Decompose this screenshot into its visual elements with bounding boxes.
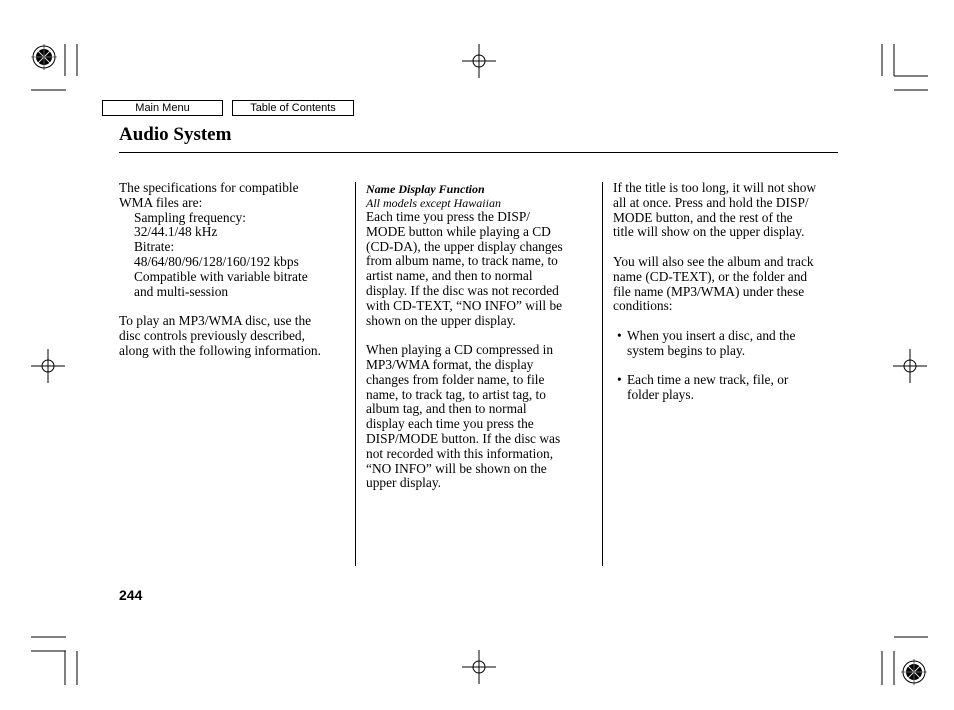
paragraph-line: display each time you press the	[366, 416, 534, 432]
spec-item: Sampling frequency:	[134, 209, 246, 225]
bullet-item	[613, 329, 845, 359]
paragraph-line: all at once. Press and hold the DISP/	[613, 194, 809, 210]
spec-item: 48/64/80/96/128/160/192 kbps	[134, 253, 299, 269]
paragraph-line: Each time you press the DISP/	[366, 209, 531, 224]
registration-target-top-left	[31, 44, 57, 70]
paragraph-line: with CD-TEXT, “NO INFO” will be	[366, 297, 563, 313]
play-info-line: To play an MP3/WMA disc, use the	[119, 313, 312, 329]
paragraph-line: name (CD-TEXT), or the folder and	[613, 268, 808, 284]
play-info-line: disc controls previously described,	[119, 327, 305, 343]
page-title: Audio System	[119, 124, 232, 145]
column-1	[119, 181, 351, 359]
paragraph-line: (CD-DA), the upper display changes	[366, 238, 563, 254]
spec-item: and multi-session	[134, 283, 229, 299]
paragraph-line: MP3/WMA format, the display	[366, 356, 534, 372]
section-heading: Name Display Function	[366, 182, 485, 196]
paragraph-line: title will show on the upper display.	[613, 224, 805, 240]
paragraph-line: MODE button while playing a CD	[366, 223, 551, 239]
spec-item: 32/44.1/48 kHz	[134, 224, 218, 240]
paragraph-line: file name (MP3/WMA) under these	[613, 283, 805, 299]
paragraph-line: DISP/MODE button. If the disc was	[366, 430, 561, 446]
paragraph-line: name, to track tag, to artist tag, to	[366, 386, 546, 402]
paragraph-line: If the title is too long, it will not show	[613, 180, 817, 195]
paragraph-line: MODE button, and the rest of the	[613, 209, 793, 225]
paragraph-line: artist name, and then to normal	[366, 268, 533, 284]
paragraph-line: not recorded with this information,	[366, 445, 554, 461]
bullet-dot-icon: •	[617, 327, 622, 343]
column-2	[366, 181, 598, 491]
table-of-contents-button[interactable]: Table of Contents	[232, 100, 354, 116]
play-info-line: along with the following information.	[119, 342, 321, 358]
paragraph-line: changes from folder name, to file	[366, 371, 545, 387]
paragraph-line: When playing a CD compressed in	[366, 342, 554, 358]
page-number: 244	[119, 587, 143, 603]
bullet-line: Each time a new track, file, or	[627, 372, 789, 388]
spec-item: Bitrate:	[134, 239, 175, 255]
paragraph-line: You will also see the album and track	[613, 253, 814, 269]
bullet-line: system begins to play.	[627, 342, 746, 358]
column-3	[613, 181, 845, 403]
paragraph-line: display. If the disc was not recorded	[366, 282, 559, 298]
paragraph-line: upper display.	[366, 475, 441, 491]
spec-intro-line: WMA files are:	[119, 194, 203, 210]
paragraph-line: from album name, to track name, to	[366, 253, 558, 269]
paragraph-line: “NO INFO” will be shown on the	[366, 460, 547, 476]
main-menu-button[interactable]: Main Menu	[102, 100, 223, 116]
bullet-dot-icon: •	[617, 372, 622, 388]
paragraph-line: album tag, and then to normal	[366, 401, 527, 417]
title-divider	[119, 152, 838, 153]
column-divider-1	[355, 182, 356, 566]
column-divider-2	[602, 182, 603, 566]
section-subheading: All models except Hawaiian	[366, 196, 501, 210]
paragraph-line: shown on the upper display.	[366, 312, 516, 328]
paragraph-line: conditions:	[613, 298, 673, 314]
bullet-line: folder plays.	[627, 387, 694, 403]
spec-item: Compatible with variable bitrate	[134, 268, 308, 284]
bullet-line: When you insert a disc, and the	[627, 327, 796, 343]
spec-intro-line: The specifications for compatible	[119, 180, 299, 195]
bullet-item	[613, 373, 845, 403]
registration-target-bottom-right	[901, 659, 927, 685]
